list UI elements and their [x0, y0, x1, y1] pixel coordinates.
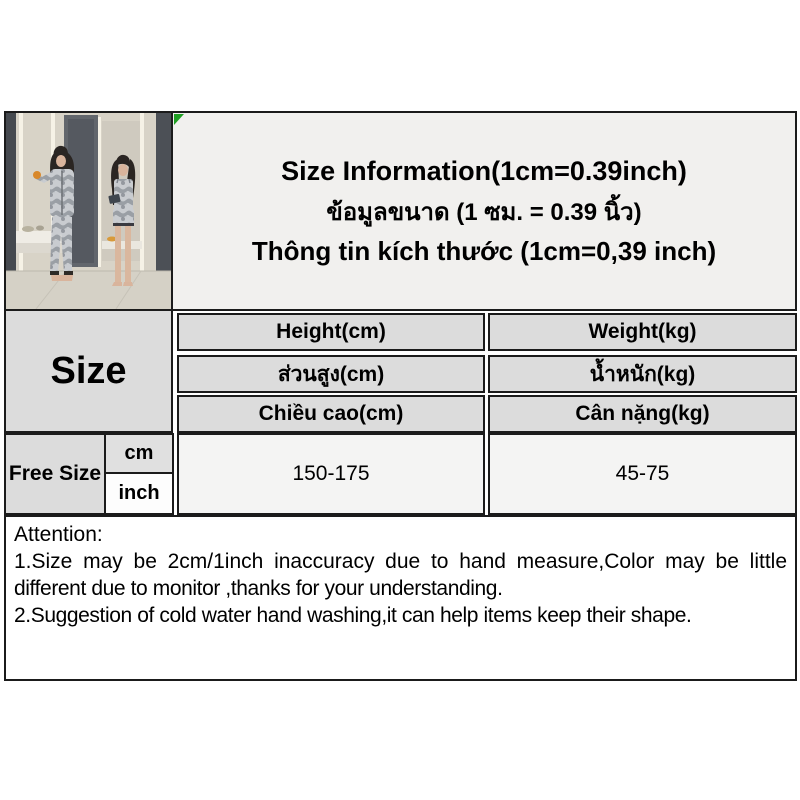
attention-line-3: 2.Suggestion of cold water hand washing,it can help items keep their shape. [14, 604, 692, 627]
title-block [171, 111, 797, 311]
attention-box [4, 515, 797, 681]
product-photo [4, 111, 173, 311]
header-height-vi: Chiều cao(cm) [177, 395, 485, 433]
weight-range-value: 45-75 [488, 433, 797, 515]
attention-heading: Attention: [14, 523, 103, 546]
header-weight-vi: Cân nặng(kg) [488, 395, 797, 433]
header-height-en: Height(cm) [177, 313, 485, 351]
header-height-th: ส่วนสูง(cm) [177, 355, 485, 393]
header-weight-en: Weight(kg) [488, 313, 797, 351]
title-thai: ข้อมูลขนาด (1 ซม. = 0.39 นิ้ว) [326, 198, 642, 226]
unit-cm-cell: cm [104, 433, 174, 474]
size-corner-cell: Size [4, 309, 173, 433]
green-corner-marker-icon [174, 114, 184, 125]
attention-line-2: different due to monitor ,thanks for your understanding. [14, 577, 503, 600]
row-label-free-size: Free Size [4, 433, 106, 515]
pajama-models-illustration [6, 113, 171, 309]
height-range-value: 150-175 [177, 433, 485, 515]
title-english: Size Information(1cm=0.39inch) [281, 155, 687, 186]
header-weight-th: น้ำหนัก(kg) [488, 355, 797, 393]
title-vietnamese: Thông tin kích thước (1cm=0,39 inch) [251, 235, 717, 266]
unit-inch-cell: inch [104, 472, 174, 515]
attention-line-1: 1.Size may be 2cm/1inch inaccuracy due to hand measure,Color may be little [14, 550, 787, 573]
